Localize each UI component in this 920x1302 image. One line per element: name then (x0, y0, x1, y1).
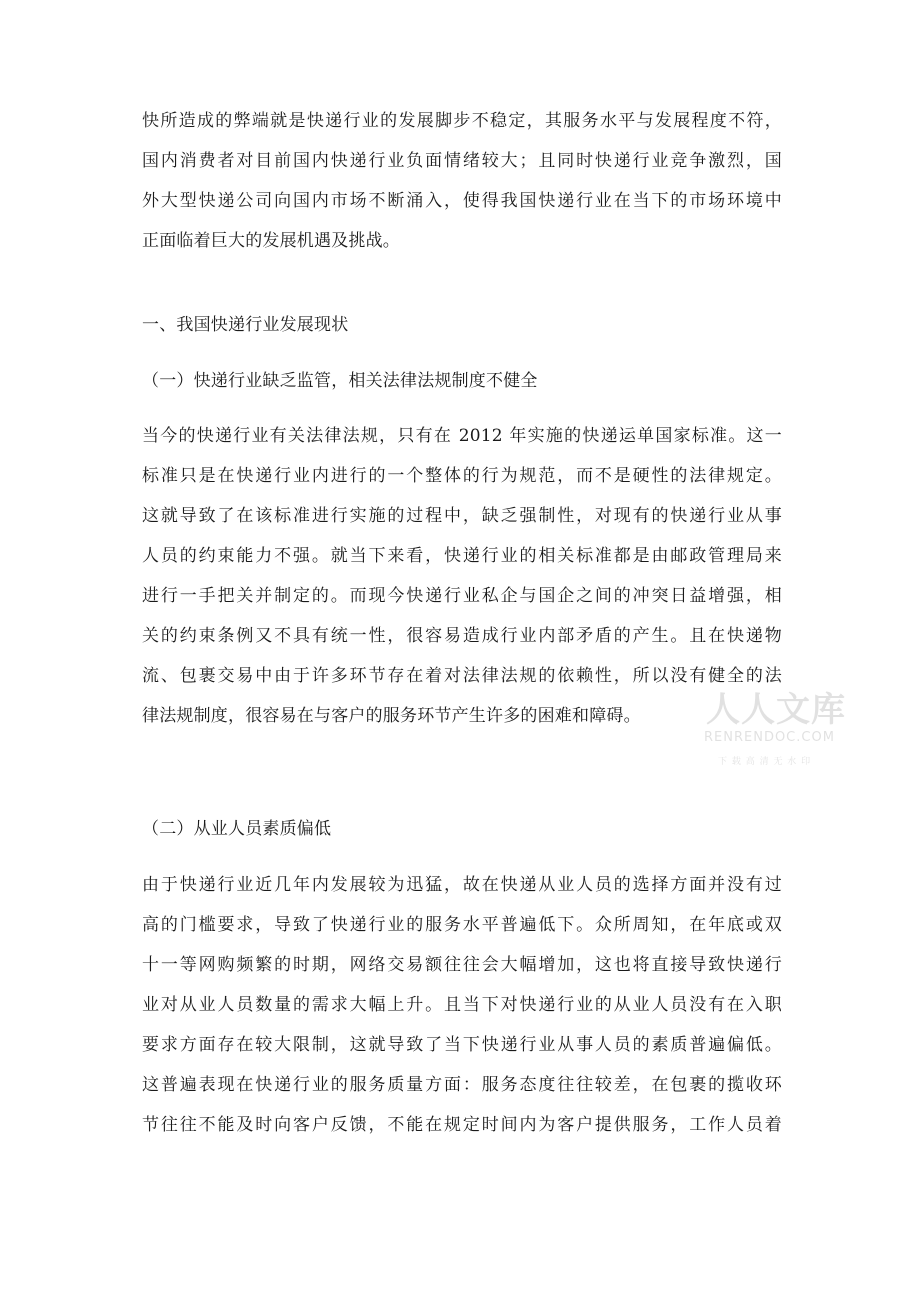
text-line: 十一等网购频繁的时期，网络交易额往往会大幅增加，这也将直接导致快递行 (142, 955, 782, 975)
paragraph-1-2 (142, 865, 782, 1145)
heading-text: （二）从业人员素质偏低 (142, 819, 332, 839)
text-line: 标准只是在快递行业内进行的一个整体的行为规范，而不是硬性的法律规定。 (142, 466, 782, 486)
paragraph-1-1 (142, 416, 782, 736)
paragraph-intro (142, 101, 782, 261)
text-line: 国内消费者对目前国内快递行业负面情绪较大；且同时快递行业竞争激烈，国 (142, 151, 782, 171)
text-line: 这普遍表现在快递行业的服务质量方面：服务态度往往较差，在包裹的揽收环 (142, 1075, 782, 1095)
watermark-logo-text: 人人文库 (706, 690, 846, 730)
text-line: 流、包裹交易中由于许多环节存在着对法律法规的依赖性，所以没有健全的法 (142, 666, 782, 686)
text-line: 由于快递行业近几年内发展较为迅猛，故在快递从业人员的选择方面并没有过 (142, 875, 782, 895)
watermark-tagline: 下 载 高 清 无 水 印 (718, 757, 812, 767)
text-line: 要求方面存在较大限制，这就导致了当下快递行业从事人员的素质普遍偏低。 (142, 1035, 782, 1055)
text-line: 关的约束条例又不具有统一性，很容易造成行业内部矛盾的产生。且在快递物 (142, 626, 782, 646)
text-line: 正面临着巨大的发展机遇及挑战。 (142, 231, 400, 251)
text-line: 业对从业人员数量的需求大幅上升。且当下对快递行业的从业人员没有在入职 (142, 995, 782, 1015)
text-line: 进行一手把关并制定的。而现今快递行业私企与国企之间的冲突日益增强，相 (142, 586, 782, 606)
watermark-domain: RENRENDOC.COM (704, 730, 835, 745)
subsection-heading-1-1 (142, 361, 782, 401)
text-line: 当今的快递行业有关法律法规，只有在 2012 年实施的快递运单国家标准。这一 (142, 426, 782, 446)
heading-text: 一、我国快递行业发展现状 (142, 315, 349, 335)
text-line: 律法规制度，很容易在与客户的服务环节产生许多的困难和障碍。 (142, 706, 641, 726)
text-line: 快所造成的弊端就是快递行业的发展脚步不稳定，其服务水平与发展程度不符， (142, 111, 782, 131)
text-line: 这就导致了在该标准进行实施的过程中，缺乏强制性，对现有的快递行业从事 (142, 506, 782, 526)
text-line: 节往往不能及时向客户反馈，不能在规定时间内为客户提供服务，工作人员着 (142, 1115, 782, 1135)
heading-text: （一）快递行业缺乏监管，相关法律法规制度不健全 (142, 371, 538, 391)
subsection-heading-1-2 (142, 809, 782, 849)
text-line: 高的门槛要求，导致了快递行业的服务水平普遍低下。众所周知，在年底或双 (142, 915, 782, 935)
section-heading-1 (142, 305, 782, 345)
text-line: 外大型快递公司向国内市场不断涌入，使得我国快递行业在当下的市场环境中 (142, 191, 782, 211)
text-line: 人员的约束能力不强。就当下来看，快递行业的相关标准都是由邮政管理局来 (142, 546, 782, 566)
